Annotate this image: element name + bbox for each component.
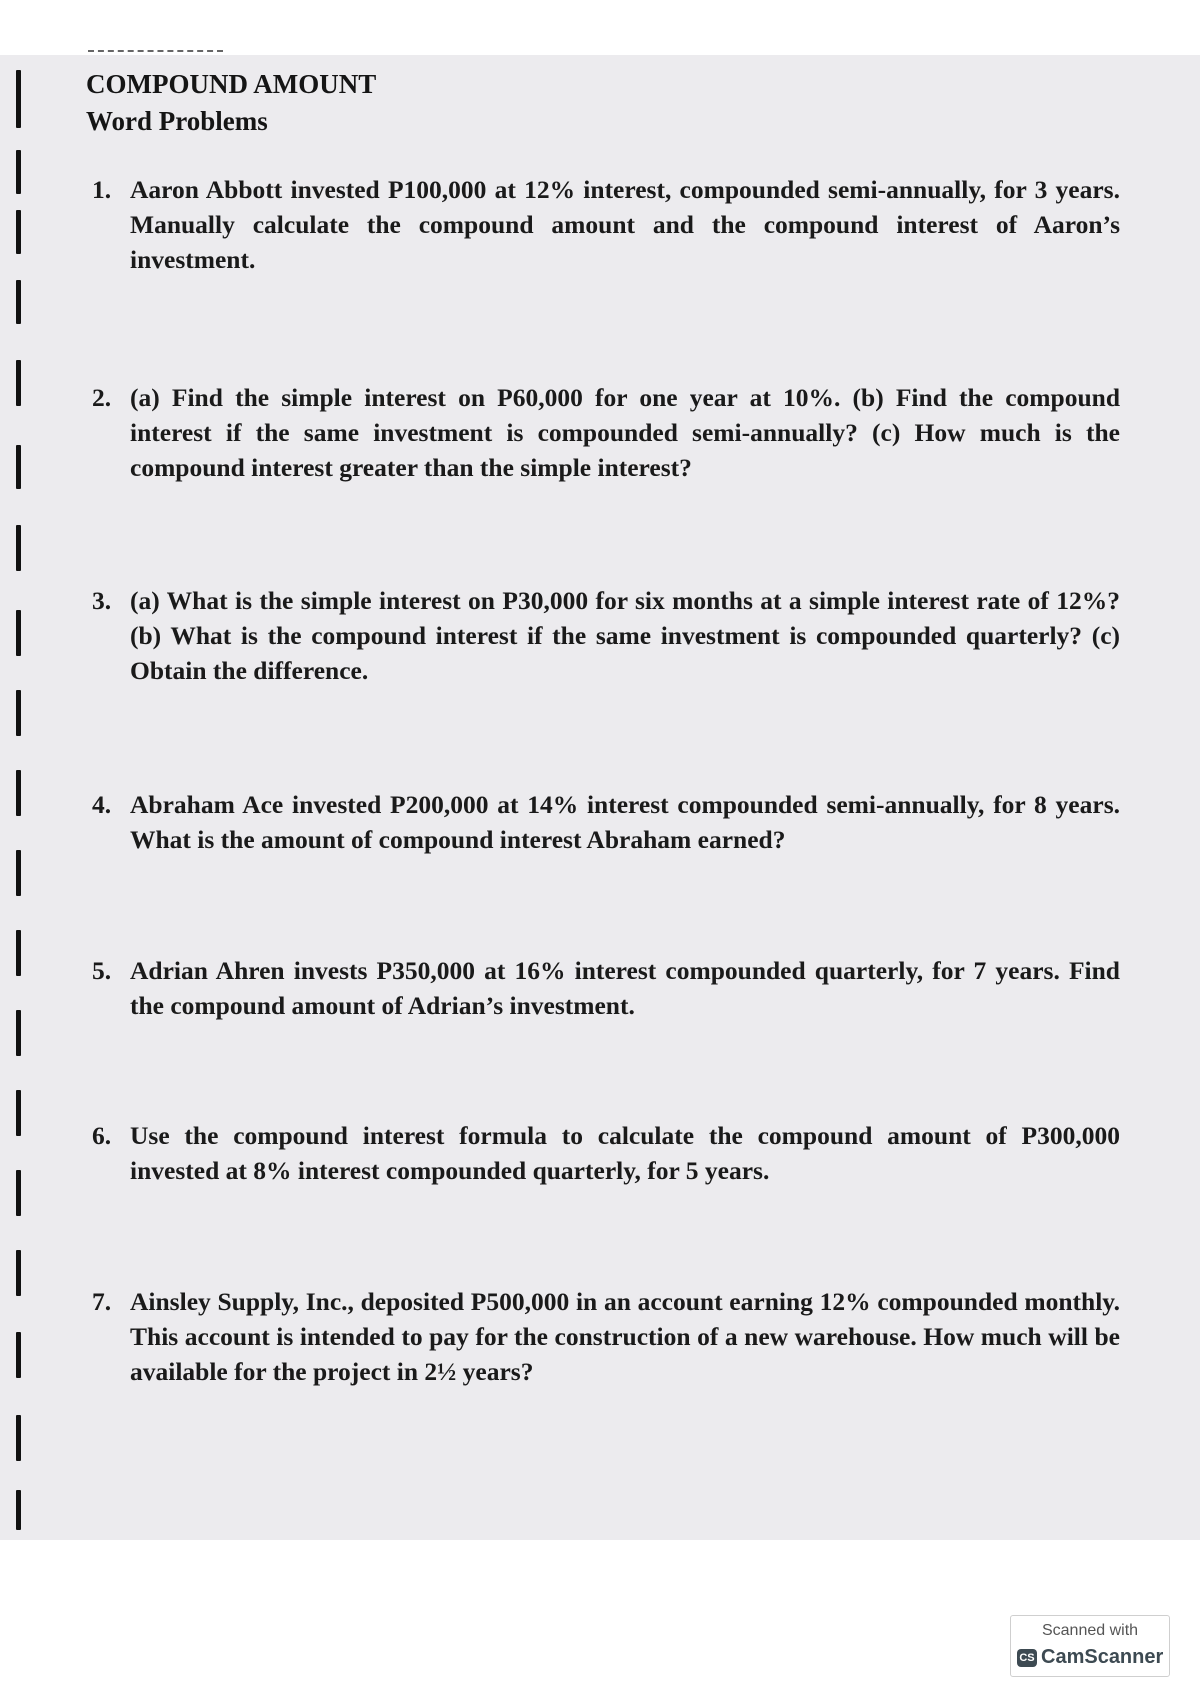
margin-mark (16, 1332, 21, 1378)
margin-mark (16, 150, 21, 194)
margin-mark (16, 1010, 21, 1056)
margin-mark (16, 1490, 21, 1530)
problem-text: Adrian Ahren invests P350,000 at 16% interest compounded quarterly, for 7 years. Find the compound amount of Adrian’s investment. (130, 956, 1120, 1020)
problem-text: Use the compound interest formula to calculate the compound amount of P300,000 invested at 8% interest compounded quarterly, for 5 years. (130, 1121, 1120, 1185)
camscanner-logo-icon: CS (1017, 1649, 1037, 1667)
margin-mark (16, 1170, 21, 1216)
margin-mark (16, 1250, 21, 1296)
margin-mark (16, 690, 21, 736)
problem-number: 4. (92, 790, 112, 819)
problem-2 (92, 380, 1120, 485)
problem-1 (92, 172, 1120, 277)
margin-mark (16, 210, 21, 254)
problem-text: Abraham Ace invested P200,000 at 14% interest compounded semi-annually, for 8 years. What is the amount of compound interest Abraham earned? (130, 790, 1120, 854)
scanned-with-label: Scanned with (1041, 1622, 1139, 1639)
problem-number: 2. (92, 383, 112, 412)
problem-number: 3. (92, 586, 112, 615)
problem-number: 7. (92, 1287, 112, 1316)
top-dashed-line (88, 50, 223, 52)
problem-5 (92, 953, 1120, 1023)
problem-7 (92, 1284, 1120, 1389)
problem-number: 5. (92, 956, 112, 985)
margin-mark (16, 1090, 21, 1136)
camscanner-brand: CamScanner (1041, 1646, 1164, 1668)
margin-mark (16, 360, 21, 406)
margin-mark (16, 850, 21, 896)
margin-mark (16, 610, 21, 656)
margin-mark (16, 1415, 21, 1461)
problem-3 (92, 583, 1120, 688)
problem-number: 6. (92, 1121, 112, 1150)
problem-text: Ainsley Supply, Inc., deposited P500,000 in an account earning 12% compounded monthly. This account is intended to pay for the construction of a new warehouse. How much will be available for the project in 2½ years? (130, 1287, 1120, 1386)
margin-mark (16, 70, 21, 128)
document-title: COMPOUND AMOUNT (86, 69, 377, 99)
problem-text: (a) Find the simple interest on P60,000 for one year at 10%. (b) Find the compound interest if the same investment is compounded semi-annually? (c) How much is the compound interest greater than the simple interest? (130, 383, 1120, 482)
problem-text: Aaron Abbott invested P100,000 at 12% interest, compounded semi-annually, for 3 years. Manually calculate the compound amount and the compound interest of Aaron’s investment. (130, 175, 1120, 274)
margin-mark (16, 770, 21, 816)
document-subtitle: Word Problems (86, 106, 268, 136)
margin-mark (16, 525, 21, 571)
camscanner-watermark (1010, 1615, 1170, 1677)
problem-6 (92, 1118, 1120, 1188)
problem-number: 1. (92, 175, 112, 204)
margin-binder-marks (10, 70, 22, 1540)
problem-4 (92, 787, 1120, 857)
margin-mark (16, 445, 21, 489)
problem-text: (a) What is the simple interest on P30,000 for six months at a simple interest rate of 12%? (b) What is the compound interest if the same investment is compounded quarterly? (c) Obtain the difference. (130, 586, 1120, 685)
margin-mark (16, 280, 21, 324)
margin-mark (16, 930, 21, 976)
